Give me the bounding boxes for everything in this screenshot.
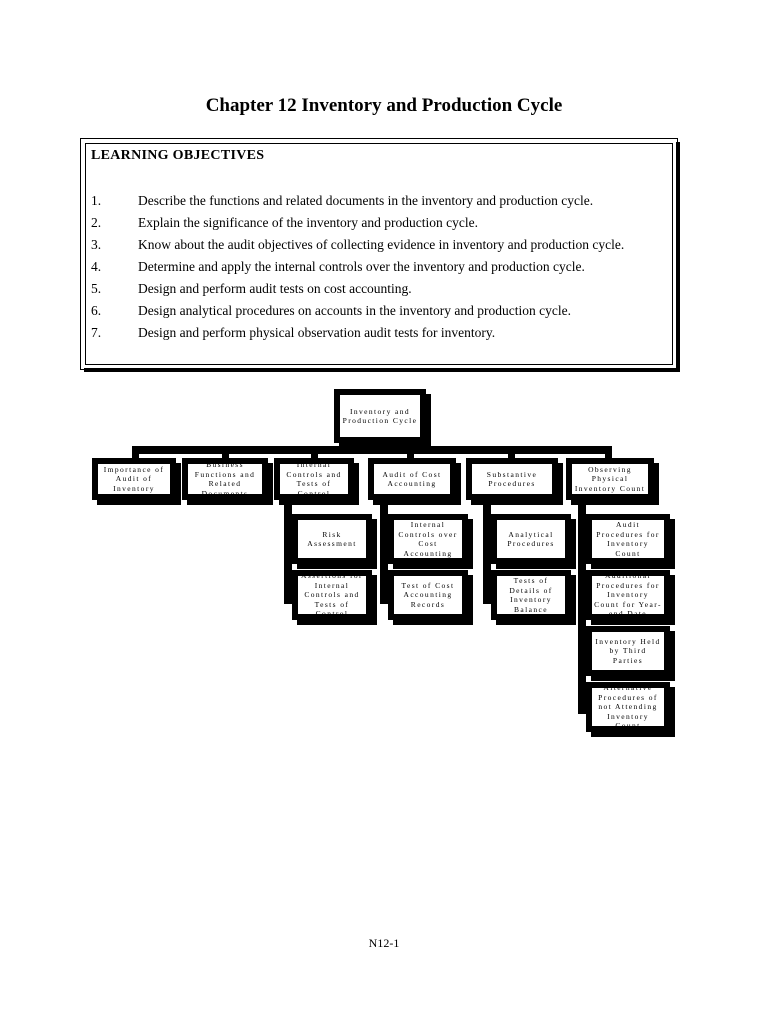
connector-spine xyxy=(483,500,491,604)
objective-number: 1. xyxy=(91,193,102,208)
objective-number: 5. xyxy=(91,281,102,296)
chart-node-additional-procedures: Additional Procedures for Inventory Count for Year-end Date xyxy=(586,570,670,620)
objective-item xyxy=(91,234,669,256)
chart-node-third-parties: Inventory Held by Third Parties xyxy=(586,626,670,676)
objective-number: 3. xyxy=(91,237,102,252)
objective-item xyxy=(91,190,669,212)
chart-node-risk-assessment: Risk Assessment xyxy=(292,514,372,564)
objective-number: 2. xyxy=(91,215,102,230)
objective-text: Describe the functions and related documents in the inventory and production cycle. xyxy=(138,193,594,208)
chart-node-assertions: Assertions for Internal Controls and Tests of Control xyxy=(292,570,372,620)
chart-root-node: Inventory and Production Cycle xyxy=(334,389,426,443)
objective-item xyxy=(91,322,669,344)
objective-text: Design and perform physical observation audit tests for inventory. xyxy=(138,325,496,340)
objectives-heading: LEARNING OBJECTIVES xyxy=(91,148,265,163)
objective-number: 6. xyxy=(91,303,102,318)
objective-item xyxy=(91,300,669,322)
chart-node-controls-over-cost: Internal Controls over Cost Accounting xyxy=(388,514,468,564)
chart-node-importance: Importance of Audit of Inventory xyxy=(92,458,176,500)
chart-node-audit-procedures: Audit Procedures for Inventory Count xyxy=(586,514,670,564)
chart-node-cost-records: Test of Cost Accounting Records xyxy=(388,570,468,620)
objective-number: 4. xyxy=(91,259,102,274)
objective-text: Explain the significance of the inventory and production cycle. xyxy=(138,215,479,230)
objectives-list xyxy=(91,190,669,344)
objective-text: Design and perform audit tests on cost accounting. xyxy=(138,281,412,296)
connector-spine xyxy=(578,500,586,714)
chart-node-substantive: Substantive Procedures xyxy=(466,458,558,500)
chart-node-analytical: Analytical Procedures xyxy=(491,514,571,564)
page-title: Chapter 12 Inventory and Production Cycle xyxy=(205,95,563,116)
page-number: N12-1 xyxy=(368,936,400,950)
objective-item xyxy=(91,256,669,278)
chart-node-internal-controls: Internal Controls and Tests of Control xyxy=(274,458,354,500)
connector-horizontal xyxy=(132,446,612,454)
chart-node-cost-accounting: Audit of Cost Accounting xyxy=(368,458,456,500)
objective-text: Design analytical procedures on accounts in the inventory and production cycle. xyxy=(138,303,571,318)
objective-item xyxy=(91,212,669,234)
chart-node-tests-of-details: Tests of Details of Inventory Balance xyxy=(491,570,571,620)
objective-number: 7. xyxy=(91,325,102,340)
chart-node-observing: Observing Physical Inventory Count xyxy=(566,458,654,500)
chart-node-business-functions: Business Functions and Related Documents xyxy=(182,458,268,500)
objective-text: Determine and apply the internal controls over the inventory and production cycle. xyxy=(138,259,585,274)
objective-text: Know about the audit objectives of collecting evidence in inventory and production cycle. xyxy=(138,237,625,252)
connector-spine xyxy=(284,500,292,604)
objective-item xyxy=(91,278,669,300)
chart-node-alternative-procedures: Alternative Procedures of not Attending Inventory Count xyxy=(586,682,670,732)
connector-spine xyxy=(380,500,388,604)
